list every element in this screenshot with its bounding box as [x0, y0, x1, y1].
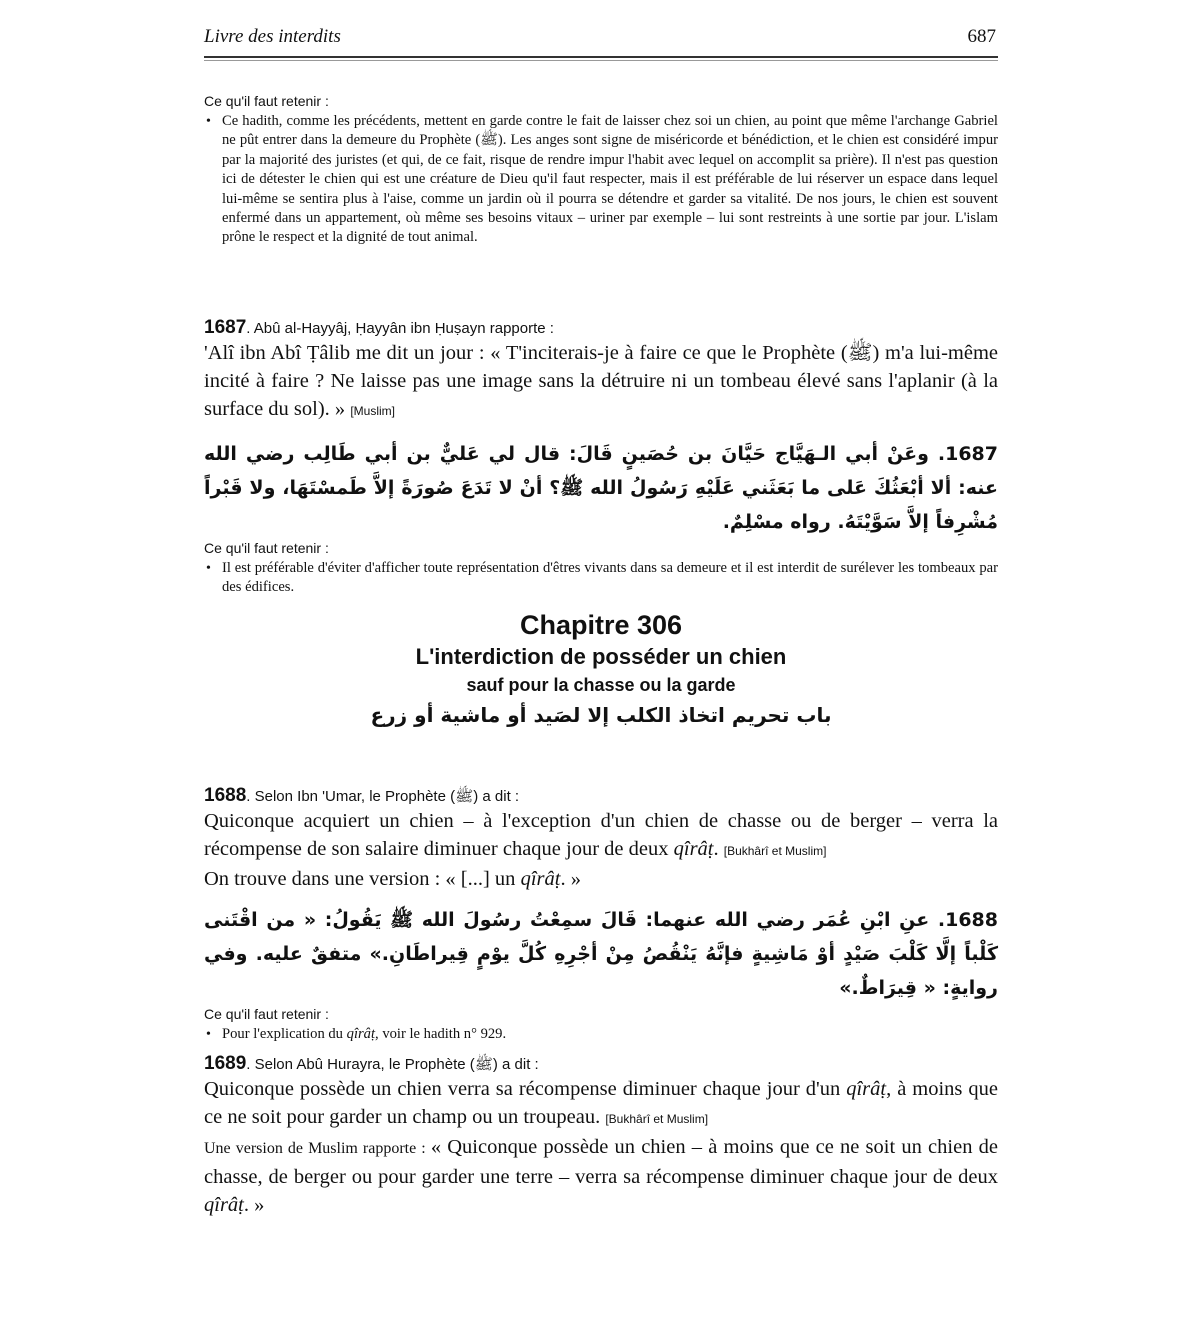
- chapter-title: L'interdiction de posséder un chien: [415, 644, 787, 669]
- hadith-heading: [204, 786, 998, 807]
- hadith-arabic: 1688. عنِ ابْنِ عُمَر رضي الله عنهما: قَالَ سمِعْتُ رسُولَ الله ﷺ يَقُولُ: « من اقْتَنى كَلْباً إلَّا كَلْبَ صَيْدٍ أوْ مَاشِيةٍ فإنَّهُ يَنْقُصُ مِنْ أجْرِهِ كُلَّ يوْمٍ قِيراطَانِ.» متفقٌ عليه. وفي روايةٍ: « قِيرَاطٌ.»: [204, 909, 998, 999]
- page-number: 687: [967, 26, 996, 47]
- chapter-heading: [204, 608, 998, 732]
- term-qirat: qîrâṭ: [346, 1026, 376, 1042]
- retain-bullet: [204, 559, 998, 598]
- retain-label: Ce qu'il faut retenir :: [204, 540, 329, 556]
- hadith-version: [204, 1133, 998, 1219]
- hadith-narrator: . Selon Abû Hurayra, le Prophète (ﷺ) a dit :: [246, 1056, 539, 1073]
- hadith-number: 1689: [204, 1053, 247, 1074]
- retain-bullet: [204, 112, 998, 248]
- running-header: [204, 26, 998, 56]
- hadith-narrator: . Abû al-Hayyâj, Ḥayyân ibn Ḥuṣayn rapporte :: [246, 320, 554, 337]
- term-qirat: qîrâṭ: [846, 1078, 887, 1100]
- hadith-heading: [204, 318, 998, 339]
- hadith-translation: [204, 807, 998, 865]
- bullet-icon: •: [206, 561, 211, 576]
- bullet-icon: •: [206, 1027, 211, 1042]
- version-text: « Quiconque possède un chien – à moins que ce ne soit un chien de chasse, de berger ou pour garder une terre – verra sa récompense diminuer chaque jour de deux: [204, 1136, 998, 1188]
- hadith-translation: [204, 1075, 998, 1133]
- hadith-1689: [204, 1054, 998, 1219]
- retain-bullet: [204, 1025, 998, 1044]
- chapter-arabic-title: باب تحريم اتخاذ الكلب إلا لصَيد أو ماشية أو زرع: [370, 703, 832, 727]
- hadith-version: [204, 865, 998, 893]
- term-qirat: qîrâṭ: [204, 1194, 244, 1216]
- retain-bullet-text-end: , voir le hadith n° 929.: [375, 1026, 507, 1042]
- hadith-1687: [204, 318, 998, 598]
- retain-section-previous: [204, 92, 998, 248]
- hadith-translation: [204, 339, 998, 425]
- header-rule: [204, 56, 998, 58]
- hadith-1688: [204, 786, 998, 1044]
- hadith-source: [Muslim]: [350, 404, 395, 418]
- version-intro: Une version de Muslim rapporte :: [204, 1140, 431, 1157]
- hadith-number: 1687: [204, 317, 247, 338]
- version-text-end: . »: [560, 868, 581, 890]
- hadith-text: Quiconque acquiert un chien – à l'exception d'un chien de chasse ou de berger – verra la récompense de son salaire diminuer chaque jour de deux: [204, 810, 998, 860]
- hadith-text-end: , à moins que ce ne soit pour garder un champ ou un troupeau.: [204, 1078, 998, 1128]
- chapter-number: Chapitre 306: [519, 610, 683, 640]
- hadith-number: 1688: [204, 785, 247, 806]
- header-rule-thin: [204, 60, 998, 61]
- retain-label: Ce qu'il faut retenir :: [204, 93, 329, 109]
- retain-bullet-text: Ce hadith, comme les précédents, mettent en garde contre le fait de laisser chez soi un chien, au point que même l'archange Gabriel ne pût entrer dans la demeure du Prophète (ﷺ). Les anges sont signe de miséricorde et bénédiction, et le chien est considéré impur par la majorité des juristes (et qui, de ce fait, risque de rendre impur l'habit avec lequel on accomplit sa prière). Il n'est pas question ici de détester le chien qui est une créature de Dieu qu'il faut respecter, mais il est préférable de lui réserver un espace dans lequel lui-même se sentira plus à l'aise, comme un jardin où il pourra se détendre et garder sa vitalité. De nos jours, le chien est souvent enfermé dans un appartement, où même ses besoins vitaux – uriner par exemple – lui sont restreints à une sortie par jour. L'islam prône le respect et la dignité de tout animal.: [222, 113, 998, 246]
- retain-bullet-text: Pour l'explication du: [222, 1026, 347, 1042]
- hadith-arabic: 1687. وعَنْ أبي الـهَيَّاج حَيَّانَ بن حُصَينٍ قَالَ: قال لي عَليٌّ بن أبي طَالِب رضي الله عنه: ألا أبْعَثُكَ عَلى ما بَعَثَني عَلَيْهِ رَسُولُ الله ﷺ؟ أنْ لا تَدَعَ صُورَةً إلاَّ طَمسْتَهَا، ولا قَبْراً مُشْرِفاً إلاَّ سَوَّيْتَهُ. رواه مسْلِمٌ.: [204, 443, 998, 533]
- version-text-end: . »: [243, 1194, 265, 1216]
- hadith-source: [Bukhârî et Muslim]: [605, 1112, 709, 1126]
- term-qirat: qîrâṭ: [673, 838, 714, 860]
- chapter-subtitle: sauf pour la chasse ou la garde: [466, 675, 736, 695]
- hadith-text: Quiconque possède un chien verra sa récompense diminuer chaque jour d'un: [204, 1078, 847, 1100]
- hadith-text-end: .: [713, 838, 719, 860]
- bullet-icon: •: [206, 114, 211, 129]
- hadith-text: 'Alî ibn Abî Ṭâlib me dit un jour : « T'inciterais-je à faire ce que le Prophète (ﷺ) m'a lui-même incité à faire ? Ne laisse pas une image sans la détruire ni un tombeau élevé sans l'aplanir (à la surface du sol). »: [204, 342, 999, 420]
- running-title: Livre des interdits: [204, 26, 341, 47]
- hadith-narrator: . Selon Ibn 'Umar, le Prophète (ﷺ) a dit :: [246, 788, 520, 805]
- retain-bullet-text: Il est préférable d'éviter d'afficher toute représentation d'êtres vivants dans sa demeure et il est interdit de surélever les tombeaux par des édifices.: [222, 560, 998, 596]
- hadith-source: [Bukhârî et Muslim]: [723, 844, 827, 858]
- term-qirat: qîrâṭ: [520, 868, 561, 890]
- retain-label: Ce qu'il faut retenir :: [204, 1006, 329, 1022]
- version-text: On trouve dans une version : « [...] un: [204, 868, 521, 890]
- hadith-heading: [204, 1054, 998, 1075]
